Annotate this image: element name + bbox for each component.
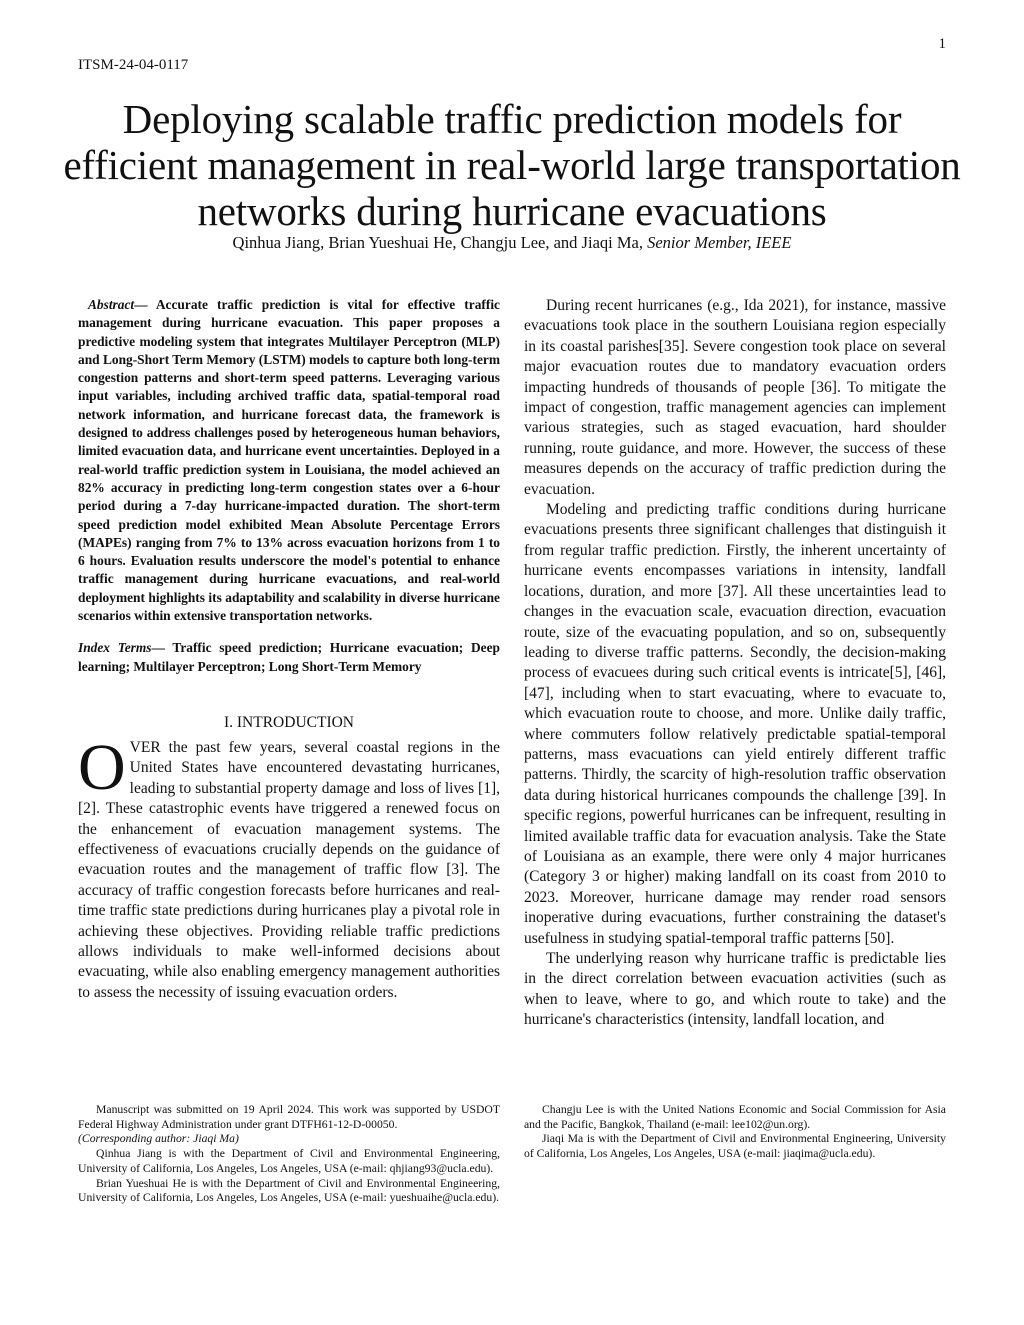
footnote-lee: Changju Lee is with the United Nations Economic and Social Commission for Asia and the Pacific, Bangkok, Thailand (e-mail: lee102@un.org).	[524, 1103, 946, 1131]
intro-paragraph-2: During recent hurricanes (e.g., Ida 2021), for instance, massive evacuations took place in the southern Louisiana region especially in its coastal parishes[35]. Severe congestion took place on several major evacuation routes due to mandatory evacuation orders impacting hundreds of thousands of people [36]. To mitigate the impact of congestion, traffic management agencies can implement various strategies, such as staged evacuation, hard shoulder running, route guidance, and more. However, the success of these measures depends on the accuracy of traffic prediction during the evacuation.	[524, 297, 946, 498]
author-role: Senior Member, IEEE	[647, 233, 792, 252]
author-names: Qinhua Jiang, Brian Yueshuai He, Changju Lee, and Jiaqi Ma,	[232, 233, 643, 252]
intro-paragraph-4: The underlying reason why hurricane traffic is predictable lies in the direct correlation between evacuation activities (such as when to leave, where to go, and which route to take) and the hurricane's characteristics (intensity, landfall location, and	[524, 950, 946, 1029]
page-number: 1	[938, 36, 946, 52]
index-terms-text: — Traffic speed prediction; Hurricane evacuation; Deep learning; Multilayer Perceptron; Long Short-Term Memory	[78, 640, 500, 674]
footnote-he: Brian Yueshuai He is with the Department of Civil and Environmental Engineering, University of California, Los Angeles, Los Angeles, USA (e-mail: yueshuaihe@ucla.edu).	[78, 1176, 500, 1205]
section-heading-introduction: I. INTRODUCTION	[223, 713, 354, 731]
footnote-manuscript: Manuscript was submitted on 19 April 2024. This work was supported by USDOT Federal Highway Administration under grant DTFH61-12-D-00050.	[78, 1103, 500, 1131]
footnotes-right	[524, 1103, 946, 1162]
index-terms	[78, 639, 500, 676]
manuscript-id: ITSM-24-04-0117	[78, 57, 189, 73]
footnote-jiang: Qinhua Jiang is with the Department of Civil and Environmental Engineering, University of California, Los Angeles, Los Angeles, USA (e-mail: qhjiang93@ucla.edu).	[78, 1147, 500, 1175]
intro-paragraph-1-text: VER the past few years, several coastal regions in the United States have encountered devastating hurricanes, leading to substantial property damage and loss of lives [1], [2]. These catastrophic events have triggered a renewed focus on the enhancement of evacuation management systems. The effectiveness of evacuations crucially depends on the guidance of evacuation routes and the management of traffic flow [3]. The accuracy of traffic congestion forecasts before hurricanes and real-time traffic state predictions during hurricanes play a pivotal role in achieving these objectives. Providing reliable traffic predictions allows individuals to make well-informed decisions about evacuating, while also enabling emergency management authorities to assess the necessity of issuing evacuation orders.	[78, 738, 500, 1001]
intro-paragraph-3: Modeling and predicting traffic conditions during hurricane evacuations presents three significant challenges that distinguish it from regular traffic prediction. Firstly, the inherent uncertainty of hurricane events encompasses variations in intensity, landfall locations, duration, and more [37]. All these uncertainties lead to changes in the evacuation scale, evacuation direction, evacuation route, size of the evacuating population, and so on, subsequently leading to diverse traffic patterns. Secondly, the decision-making process of evacuees during such critical events is intricate[5], [46], [47], including when to start evacuating, where to evacuate to, which evacuation route to choose, and more. Unlike daily traffic, where commuters follow relatively predictable spatial-temporal patterns, mass evacuations can yield entirely different traffic patterns. Thirdly, the scarcity of high-resolution traffic observation data during historical hurricanes compounds the challenge [39]. In specific regions, powerful hurricanes can be infrequent, resulting in limited available traffic data for evacuation analysis. Take the State of Louisiana as an example, there were only 4 major hurricanes (Category 3 or higher) making landfall on its coast from 2010 to 2023. Moreover, hurricane damage may render road sensors inoperative during evacuations, further constraining the dataset's usefulness in studying spatial-temporal traffic patterns [50].	[524, 501, 946, 947]
index-terms-label: Index Terms	[78, 640, 152, 656]
drop-cap: O	[78, 730, 126, 804]
author-line	[60, 233, 964, 253]
left-column	[78, 296, 500, 1003]
abstract-text: — Accurate traffic prediction is vital for effective traffic management during hurricane evacuation. This paper proposes a predictive modeling system that integrates Multilayer Perceptron (MLP) and Long-Short Term Memory (LSTM) models to capture both long-term congestion patterns and short-term speed patterns. Leveraging various input variables, including archived traffic data, spatial-temporal road network information, and hurricane forecast data, the framework is designed to address challenges posed by heterogeneous human behaviors, limited evacuation data, and hurricane event uncertainties. Deployed in a real-world traffic prediction system in Louisiana, the model achieved an 82% accuracy in predicting long-term congestion states over a 6-hour period during a 7-day hurricane-impacted duration. The short-term speed prediction model exhibited Mean Absolute Percentage Errors (MAPEs) ranging from 7% to 13% across evacuation horizons from 1 to 6 hours. Evaluation results underscore the model's potential to enhance traffic management during hurricane evacuations, and real-world deployment highlights its adaptability and scalability in diverse hurricane scenarios within extensive transportation networks.	[78, 297, 500, 624]
abstract	[78, 296, 500, 625]
footnotes-left	[78, 1103, 500, 1206]
paper-title: Deploying scalable traffic prediction models for efficient management in real-world large transportation networks during hurricane evacuations	[63, 96, 961, 234]
footnote-ma: Jiaqi Ma is with the Department of Civil and Environmental Engineering, University of California, Los Angeles, Los Angeles, USA (e-mail: jiaqima@ucla.edu).	[524, 1132, 946, 1161]
footnote-corresponding: (Corresponding author: Jiaqi Ma)	[78, 1132, 239, 1146]
right-column	[524, 296, 946, 1031]
intro-paragraph-1	[78, 730, 500, 1003]
abstract-label: Abstract	[88, 297, 135, 312]
